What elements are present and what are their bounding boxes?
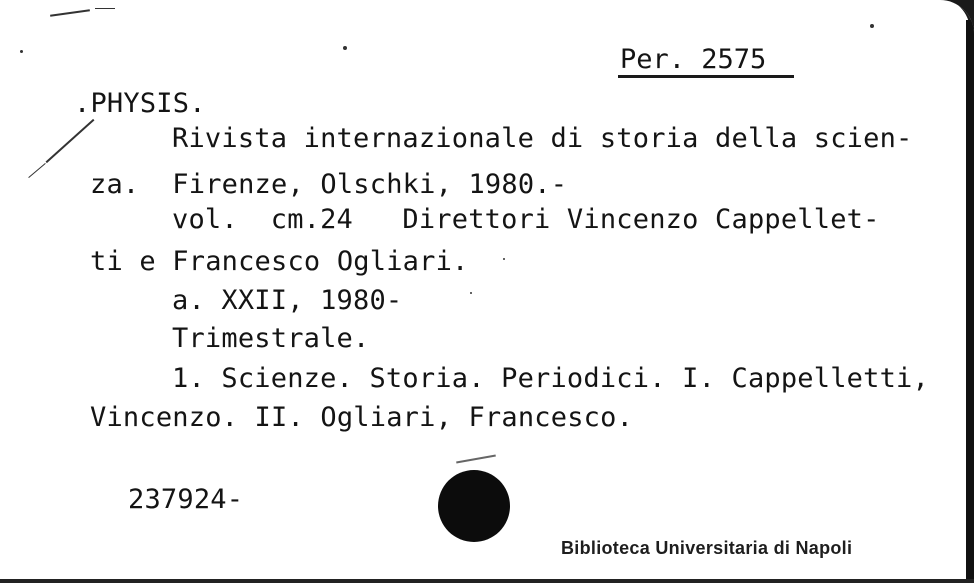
library-stamp: Biblioteca Universitaria di Napoli [561, 538, 853, 558]
hole-smudge [456, 455, 496, 464]
speck [870, 24, 874, 28]
volume-line: a. XXII, 1980- [172, 285, 403, 316]
pencil-slash [28, 163, 45, 178]
speck [20, 50, 23, 53]
speck [470, 292, 472, 294]
card-edge [966, 20, 974, 583]
pencil-slash [46, 119, 95, 163]
subtitle-line: Rivista internazionale di storia della scien- [172, 123, 913, 154]
punch-hole [438, 470, 510, 542]
shelfmark-underline [618, 75, 794, 78]
physical-description-line: vol. cm.24 Direttori Vincenzo Cappellet- [172, 204, 880, 235]
card-edge [0, 579, 974, 583]
speck [343, 46, 347, 50]
subjects-continued-line: Vincenzo. II. Ogliari, Francesco. [90, 402, 634, 433]
title-line: .PHYSIS. [74, 88, 206, 119]
frequency-line: Trimestrale. [172, 323, 370, 354]
editors-line: ti e Francesco Ogliari. [90, 246, 469, 277]
shelfmark: Per. 2575 [620, 44, 767, 75]
subjects-line: 1. Scienze. Storia. Periodici. I. Cappelletti, [172, 363, 929, 394]
imprint-line: za. Firenze, Olschki, 1980.- [90, 169, 568, 200]
pencil-mark [95, 8, 115, 9]
speck [503, 258, 505, 260]
pencil-mark [50, 9, 90, 17]
accession-number: 237924- [128, 484, 244, 515]
